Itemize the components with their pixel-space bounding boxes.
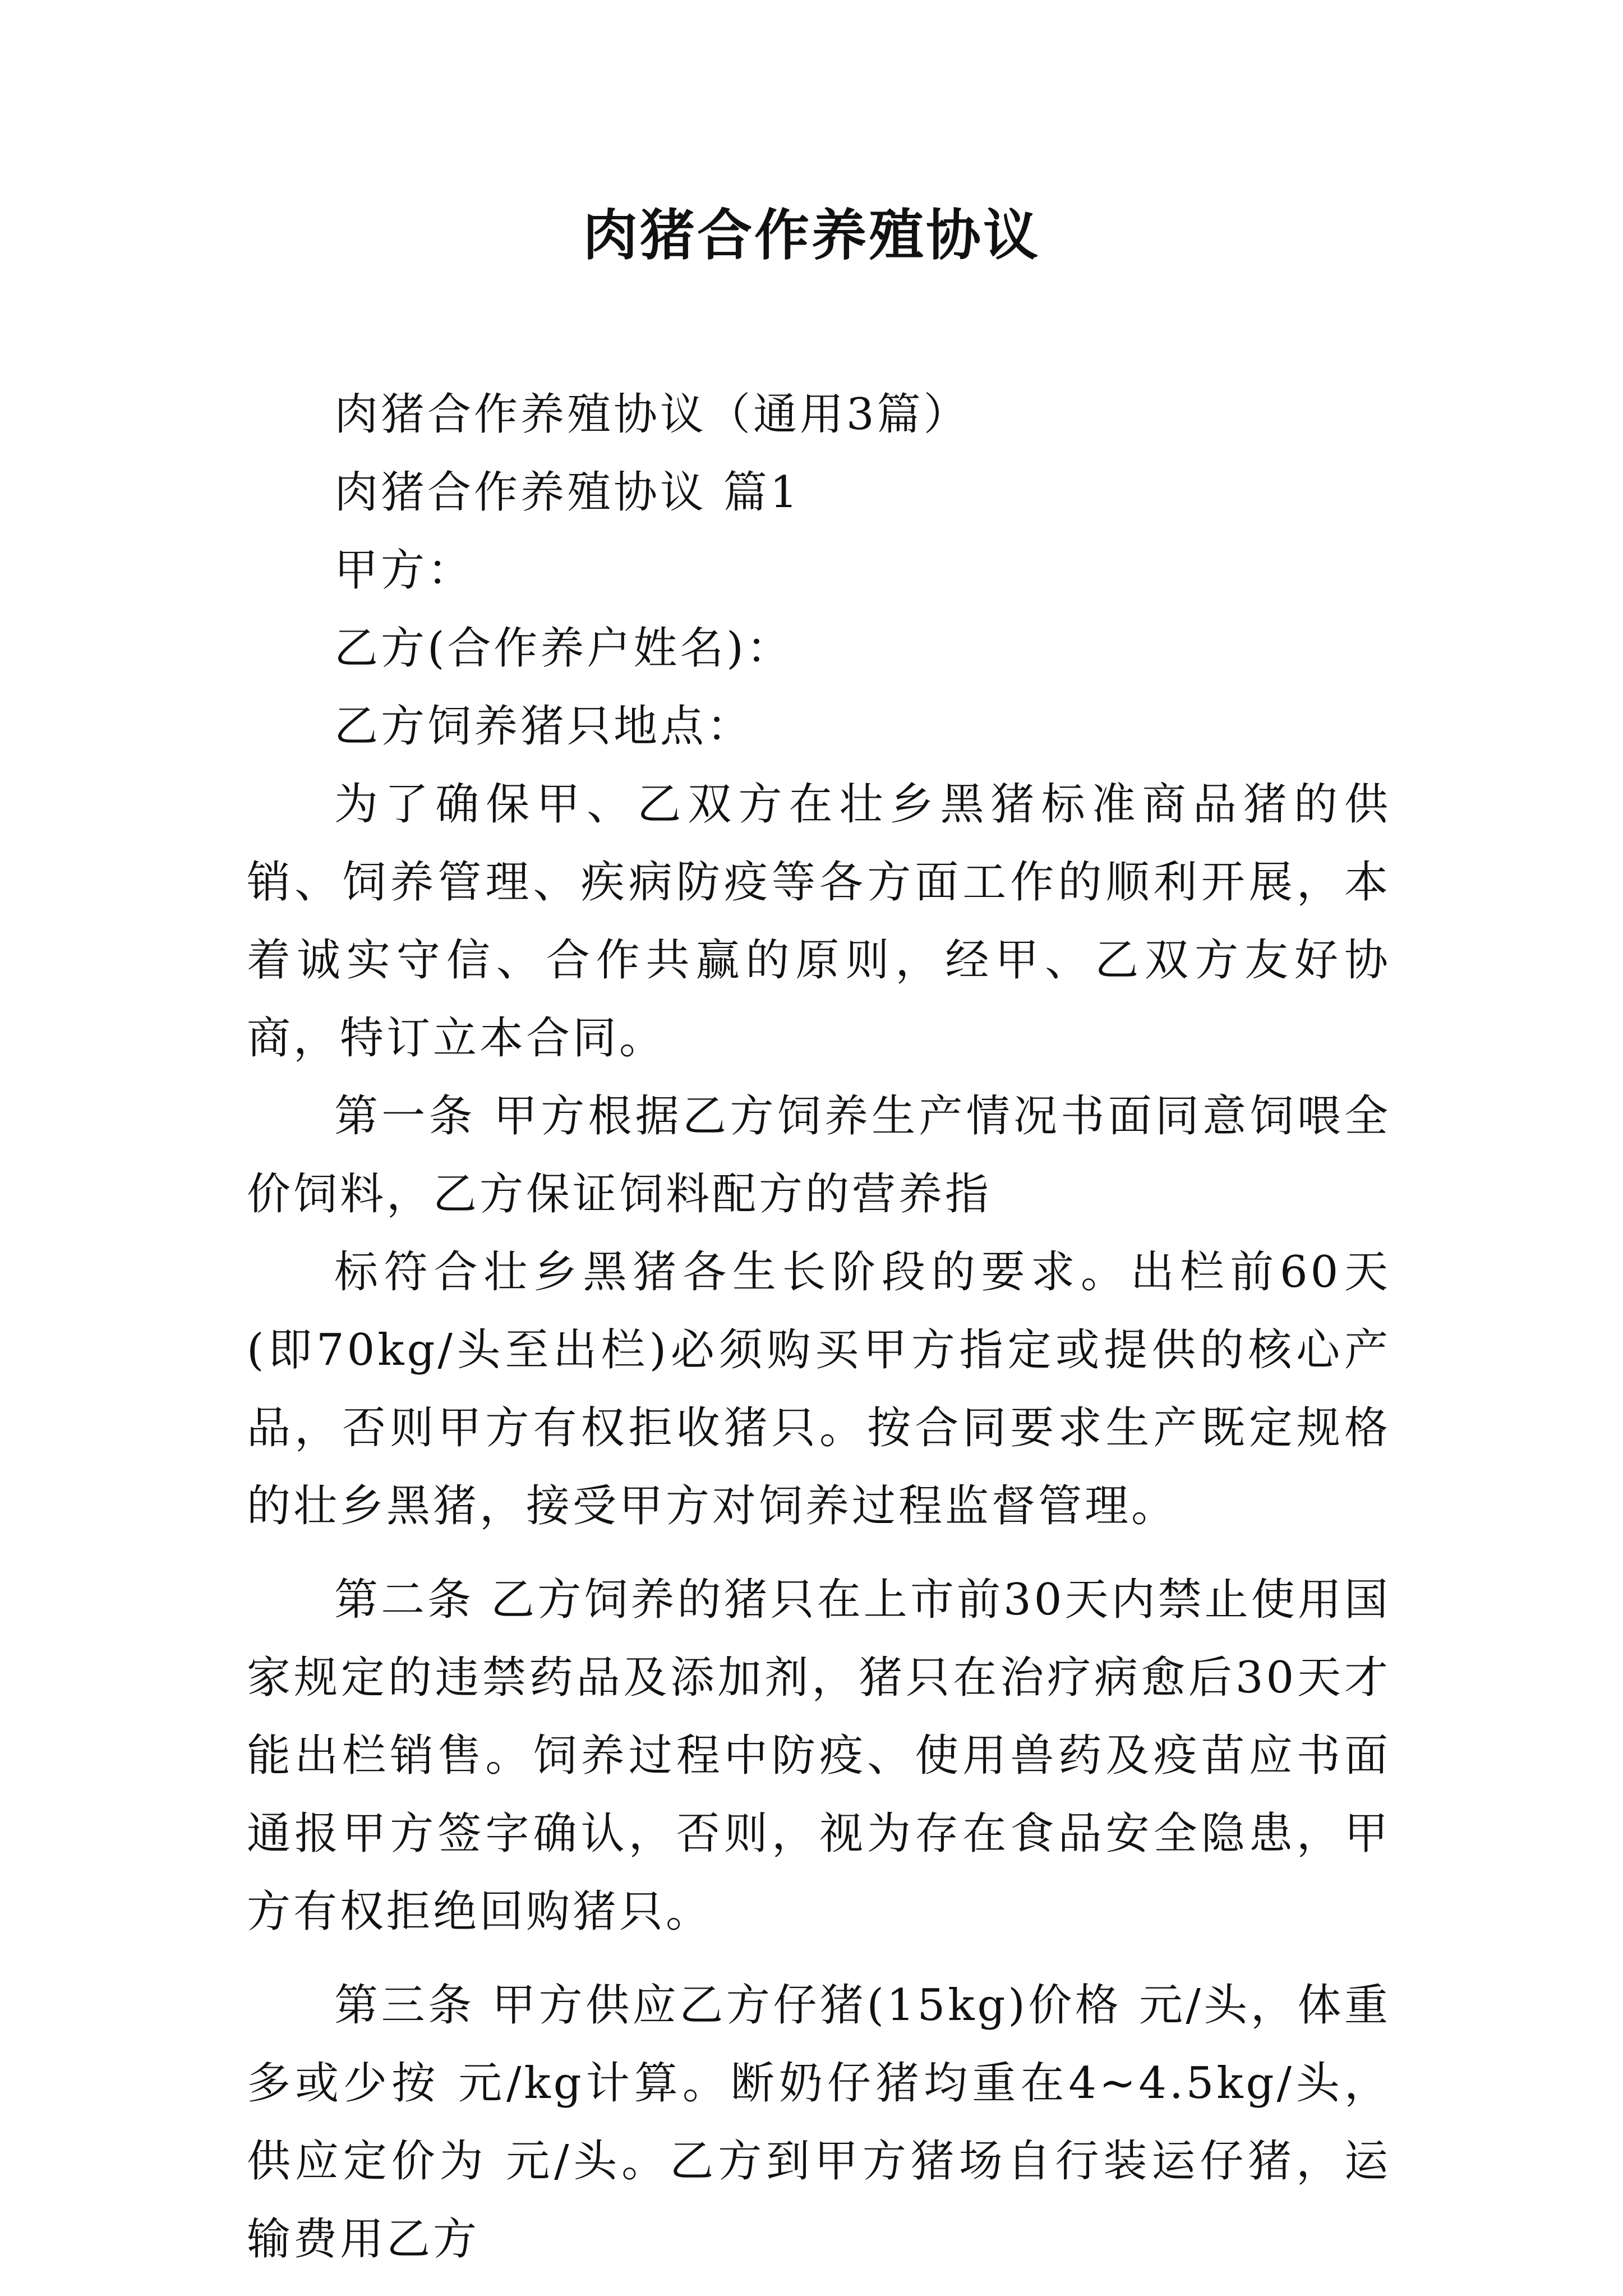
paragraph-preamble: 为了确保甲、乙双方在壮乡黑猪标准商品猪的供销、饲养管理、疾病防疫等各方面工作的顺利开展，本着诚实守信、合作共赢的原则，经甲、乙双方友好协商，特订立本合同。 — [247, 779, 1391, 1064]
document-body — [247, 376, 1391, 2279]
paragraph-article-1: 第一条 甲方根据乙方饲养生产情况书面同意饲喂全价饲料，乙方保证饲料配方的营养指 — [247, 1091, 1391, 1220]
paragraph-subtitle: 肉猪合作养殖协议（通用3篇） — [334, 389, 970, 440]
paragraph-article-3: 第三条 甲方供应乙方仔猪(15kg)价格 元/头，体重多或少按 元/kg计算。断奶仔猪均重在4~4.5kg/头，供应定价为 元/头。乙方到甲方猪场自行装运仔猪，运输费用乙方 — [247, 1980, 1391, 2265]
paragraph-article-1-continued: 标符合壮乡黑猪各生长阶段的要求。出栏前60天(即70kg/头至出栏)必须购买甲方指定或提供的核心产品，否则甲方有权拒收猪只。按合同要求生产既定规格的壮乡黑猪，接受甲方对饲养过程监督管理。 — [247, 1247, 1391, 1531]
paragraph-section-heading: 肉猪合作养殖协议 篇1 — [334, 467, 801, 518]
paragraph-farm-location: 乙方饲养猪只地点： — [334, 701, 754, 752]
paragraph-party-a: 甲方： — [334, 545, 474, 596]
paragraph-party-b: 乙方(合作养户姓名)： — [334, 623, 793, 674]
paragraph-article-2: 第二条 乙方饲养的猪只在上市前30天内禁止使用国家规定的违禁药品及添加剂，猪只在治疗病愈后30天才能出栏销售。饲养过程中防疫、使用兽药及疫苗应书面通报甲方签字确认，否则，视为存在食品安全隐患，甲方有权拒绝回购猪只。 — [247, 1575, 1391, 1937]
document-title: 肉猪合作养殖协议 — [582, 204, 1040, 268]
